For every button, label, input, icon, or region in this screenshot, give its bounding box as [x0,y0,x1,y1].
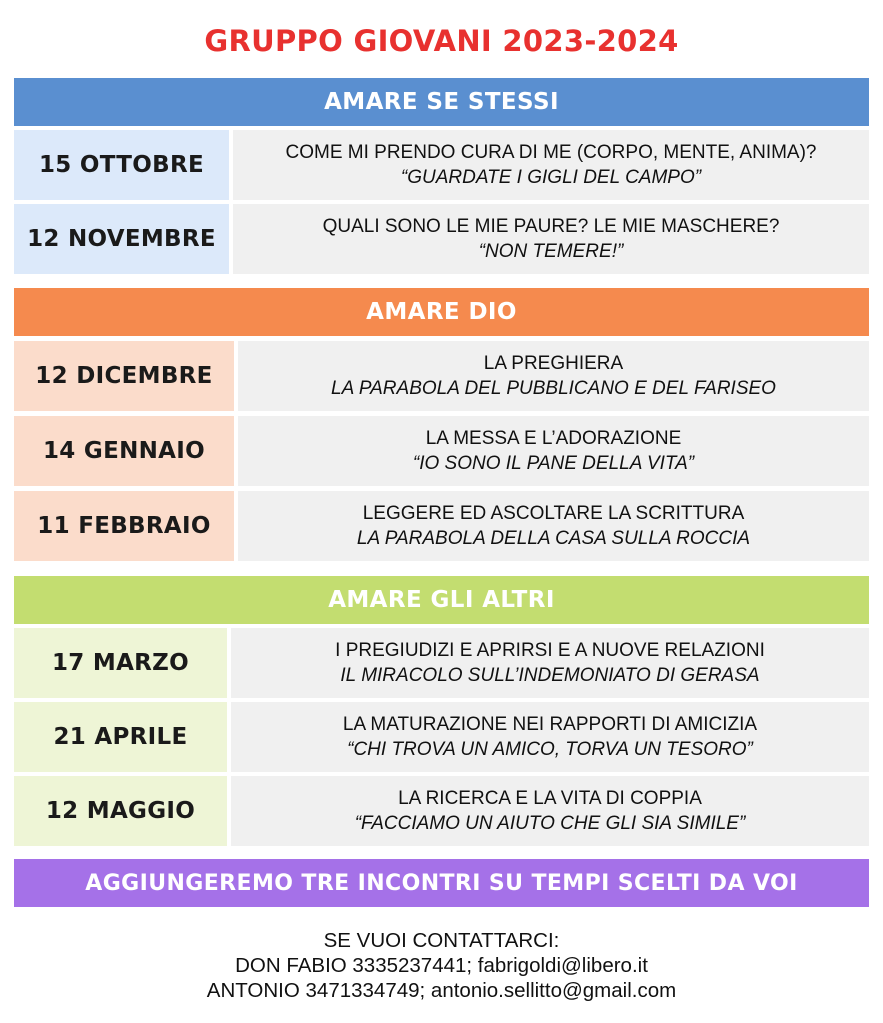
topic-title: LA MATURAZIONE NEI RAPPORTI DI AMICIZIA [342,714,758,735]
topic-subtitle: “FACCIAMO UN AIUTO CHE GLI SIA SIMILE” [354,813,746,834]
row-topic [231,628,869,698]
row-topic [238,491,869,561]
topic-title: LA RICERCA E LA VITA DI COPPIA [398,788,702,809]
contacts-heading: SE VUOI CONTATTARCI: [323,929,560,952]
row-date: 15 OTTOBRE [14,130,229,200]
schedule-row [14,130,869,200]
schedule-row [14,204,869,274]
topic-title: LA MESSA E L’ADORAZIONE [425,428,682,449]
row-topic [231,702,869,772]
topic-title: COME MI PRENDO CURA DI ME (CORPO, MENTE, ANIMA)? [285,142,817,163]
section-heading-label: AMARE GLI ALTRI [328,587,555,613]
topic-subtitle: LA PARABOLA DEL PUBBLICANO E DEL FARISEO [331,378,776,399]
row-topic [238,416,869,486]
section-heading-amare-dio [14,288,869,336]
section-heading-label: AMARE SE STESSI [324,89,559,115]
schedule-row [14,702,869,772]
row-date: 17 MARZO [14,628,227,698]
topic-title: LA PREGHIERA [483,353,624,374]
topic-subtitle: LA PARABOLA DELLA CASA SULLA ROCCIA [356,528,751,549]
topic-subtitle: “CHI TROVA UN AMICO, TORVA UN TESORO” [347,739,753,760]
schedule-row [14,341,869,411]
row-topic [233,204,869,274]
row-date: 21 APRILE [14,702,227,772]
row-date: 12 MAGGIO [14,776,227,846]
topic-subtitle: “NON TEMERE!” [478,241,624,262]
page-title: GRUPPO GIOVANI 2023-2024 [204,24,679,58]
section-heading-amare-gli-altri [14,576,869,624]
topic-subtitle: “IO SONO IL PANE DELLA VITA” [412,453,695,474]
topic-title: QUALI SONO LE MIE PAURE? LE MIE MASCHERE? [322,216,780,237]
section-heading-label: AMARE DIO [366,299,517,325]
banner-label: AGGIUNGEREMO TRE INCONTRI SU TEMPI SCELTI DA VOI [85,870,798,896]
topic-subtitle: “GUARDATE I GIGLI DEL CAMPO” [400,167,702,188]
contact-line-antonio: ANTONIO 3471334749; antonio.sellitto@gmail.com [206,979,677,1002]
schedule-row [14,628,869,698]
contacts-block [0,928,883,1003]
row-date: 14 GENNAIO [14,416,234,486]
topic-subtitle: IL MIRACOLO SULL’INDEMONIATO DI GERASA [340,665,760,686]
extra-meetings-banner [14,859,869,907]
row-topic [238,341,869,411]
schedule-row [14,776,869,846]
row-topic [231,776,869,846]
row-date: 11 FEBBRAIO [14,491,234,561]
schedule-row [14,491,869,561]
row-date: 12 DICEMBRE [14,341,234,411]
schedule-row [14,416,869,486]
topic-title: I PREGIUDIZI E APRIRSI E A NUOVE RELAZIONI [335,640,765,661]
contact-line-don-fabio: DON FABIO 3335237441; fabrigoldi@libero.it [235,954,648,977]
topic-title: LEGGERE ED ASCOLTARE LA SCRITTURA [362,503,745,524]
row-date: 12 NOVEMBRE [14,204,229,274]
section-heading-amare-se-stessi [14,78,869,126]
row-topic [233,130,869,200]
